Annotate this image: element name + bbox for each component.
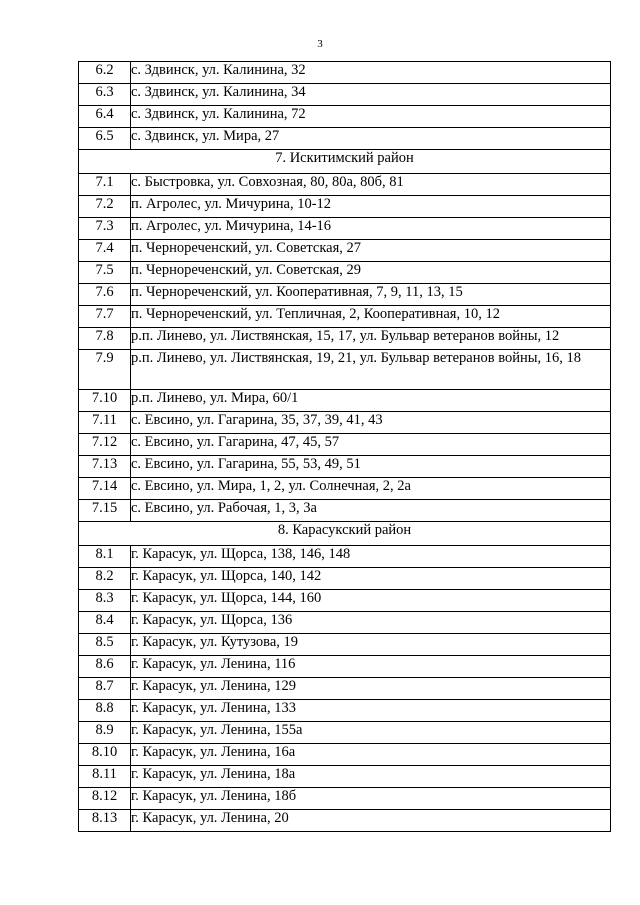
row-number: 7.11	[79, 412, 131, 434]
row-number: 7.2	[79, 196, 131, 218]
table-row	[79, 350, 611, 390]
row-address: г. Карасук, ул. Щорса, 144, 160	[131, 590, 611, 612]
row-number: 6.2	[79, 62, 131, 84]
row-number: 7.7	[79, 306, 131, 328]
section-title: 8. Карасукский район	[79, 522, 611, 546]
row-number: 7.15	[79, 500, 131, 522]
row-address: с. Евсино, ул. Рабочая, 1, 3, 3а	[131, 500, 611, 522]
page-number: 3	[317, 38, 323, 50]
row-address: р.п. Линево, ул. Мира, 60/1	[131, 390, 611, 412]
table-row	[79, 568, 611, 590]
table-row	[79, 810, 611, 832]
row-number: 8.11	[79, 766, 131, 788]
row-number: 8.8	[79, 700, 131, 722]
table-row	[79, 546, 611, 568]
table-row	[79, 306, 611, 328]
row-number: 6.5	[79, 128, 131, 150]
row-address: г. Карасук, ул. Щорса, 136	[131, 612, 611, 634]
row-address: г. Карасук, ул. Ленина, 155а	[131, 722, 611, 744]
row-address: п. Агролес, ул. Мичурина, 10-12	[131, 196, 611, 218]
row-address: г. Карасук, ул. Ленина, 16а	[131, 744, 611, 766]
row-number: 7.8	[79, 328, 131, 350]
table-row	[79, 262, 611, 284]
row-number: 8.6	[79, 656, 131, 678]
row-address: г. Карасук, ул. Ленина, 20	[131, 810, 611, 832]
table-row	[79, 590, 611, 612]
table-row	[79, 500, 611, 522]
row-address: п. Агролес, ул. Мичурина, 14-16	[131, 218, 611, 240]
row-address: п. Чернореченский, ул. Кооперативная, 7, 9, 11, 13, 15	[131, 284, 611, 306]
table-row	[79, 700, 611, 722]
row-address: с. Евсино, ул. Гагарина, 35, 37, 39, 41, 43	[131, 412, 611, 434]
row-address: с. Здвинск, ул. Калинина, 72	[131, 106, 611, 128]
row-number: 6.4	[79, 106, 131, 128]
table-row	[79, 656, 611, 678]
table-row	[79, 240, 611, 262]
table-row	[79, 456, 611, 478]
row-address: г. Карасук, ул. Кутузова, 19	[131, 634, 611, 656]
table-row	[79, 106, 611, 128]
row-number: 8.13	[79, 810, 131, 832]
row-number: 8.9	[79, 722, 131, 744]
row-number: 8.10	[79, 744, 131, 766]
row-address: п. Чернореченский, ул. Советская, 27	[131, 240, 611, 262]
row-address: с. Здвинск, ул. Калинина, 34	[131, 84, 611, 106]
table-row	[79, 62, 611, 84]
row-number: 8.2	[79, 568, 131, 590]
table-row	[79, 390, 611, 412]
table-row	[79, 744, 611, 766]
row-address: р.п. Линево, ул. Листвянская, 19, 21, ул. Бульвар ветеранов войны, 16, 18	[131, 350, 611, 390]
row-address: г. Карасук, ул. Ленина, 18а	[131, 766, 611, 788]
address-table	[78, 61, 611, 832]
row-number: 7.10	[79, 390, 131, 412]
address-table-body	[79, 62, 611, 832]
row-number: 6.3	[79, 84, 131, 106]
row-address: г. Карасук, ул. Ленина, 133	[131, 700, 611, 722]
row-number: 7.9	[79, 350, 131, 390]
row-number: 7.12	[79, 434, 131, 456]
table-row	[79, 412, 611, 434]
row-number: 8.4	[79, 612, 131, 634]
row-address: с. Здвинск, ул. Калинина, 32	[131, 62, 611, 84]
table-row	[79, 328, 611, 350]
row-address: с. Евсино, ул. Гагарина, 55, 53, 49, 51	[131, 456, 611, 478]
row-number: 8.5	[79, 634, 131, 656]
row-address: г. Карасук, ул. Ленина, 116	[131, 656, 611, 678]
row-address: с. Здвинск, ул. Мира, 27	[131, 128, 611, 150]
row-number: 8.3	[79, 590, 131, 612]
section-title: 7. Искитимский район	[79, 150, 611, 174]
table-row	[79, 612, 611, 634]
row-number: 7.4	[79, 240, 131, 262]
row-number: 7.13	[79, 456, 131, 478]
row-number: 8.12	[79, 788, 131, 810]
row-address: р.п. Линево, ул. Листвянская, 15, 17, ул. Бульвар ветеранов войны, 12	[131, 328, 611, 350]
table-row	[79, 284, 611, 306]
row-number: 7.3	[79, 218, 131, 240]
row-address: с. Быстровка, ул. Совхозная, 80, 80а, 80б, 81	[131, 174, 611, 196]
row-address: с. Евсино, ул. Гагарина, 47, 45, 57	[131, 434, 611, 456]
table-row	[79, 478, 611, 500]
section-header-row	[79, 150, 611, 174]
row-address: с. Евсино, ул. Мира, 1, 2, ул. Солнечная, 2, 2а	[131, 478, 611, 500]
table-row	[79, 196, 611, 218]
table-row	[79, 788, 611, 810]
table-row	[79, 174, 611, 196]
row-address: г. Карасук, ул. Ленина, 18б	[131, 788, 611, 810]
table-row	[79, 218, 611, 240]
table-row	[79, 766, 611, 788]
row-number: 8.1	[79, 546, 131, 568]
row-address: г. Карасук, ул. Щорса, 140, 142	[131, 568, 611, 590]
table-row	[79, 128, 611, 150]
table-row	[79, 84, 611, 106]
section-header-row	[79, 522, 611, 546]
row-number: 7.1	[79, 174, 131, 196]
row-number: 7.5	[79, 262, 131, 284]
row-address: г. Карасук, ул. Ленина, 129	[131, 678, 611, 700]
row-number: 7.6	[79, 284, 131, 306]
row-number: 7.14	[79, 478, 131, 500]
row-address: г. Карасук, ул. Щорса, 138, 146, 148	[131, 546, 611, 568]
row-address: п. Чернореченский, ул. Тепличная, 2, Кооперативная, 10, 12	[131, 306, 611, 328]
table-row	[79, 634, 611, 656]
row-address: п. Чернореченский, ул. Советская, 29	[131, 262, 611, 284]
table-row	[79, 722, 611, 744]
table-row	[79, 434, 611, 456]
table-row	[79, 678, 611, 700]
row-number: 8.7	[79, 678, 131, 700]
